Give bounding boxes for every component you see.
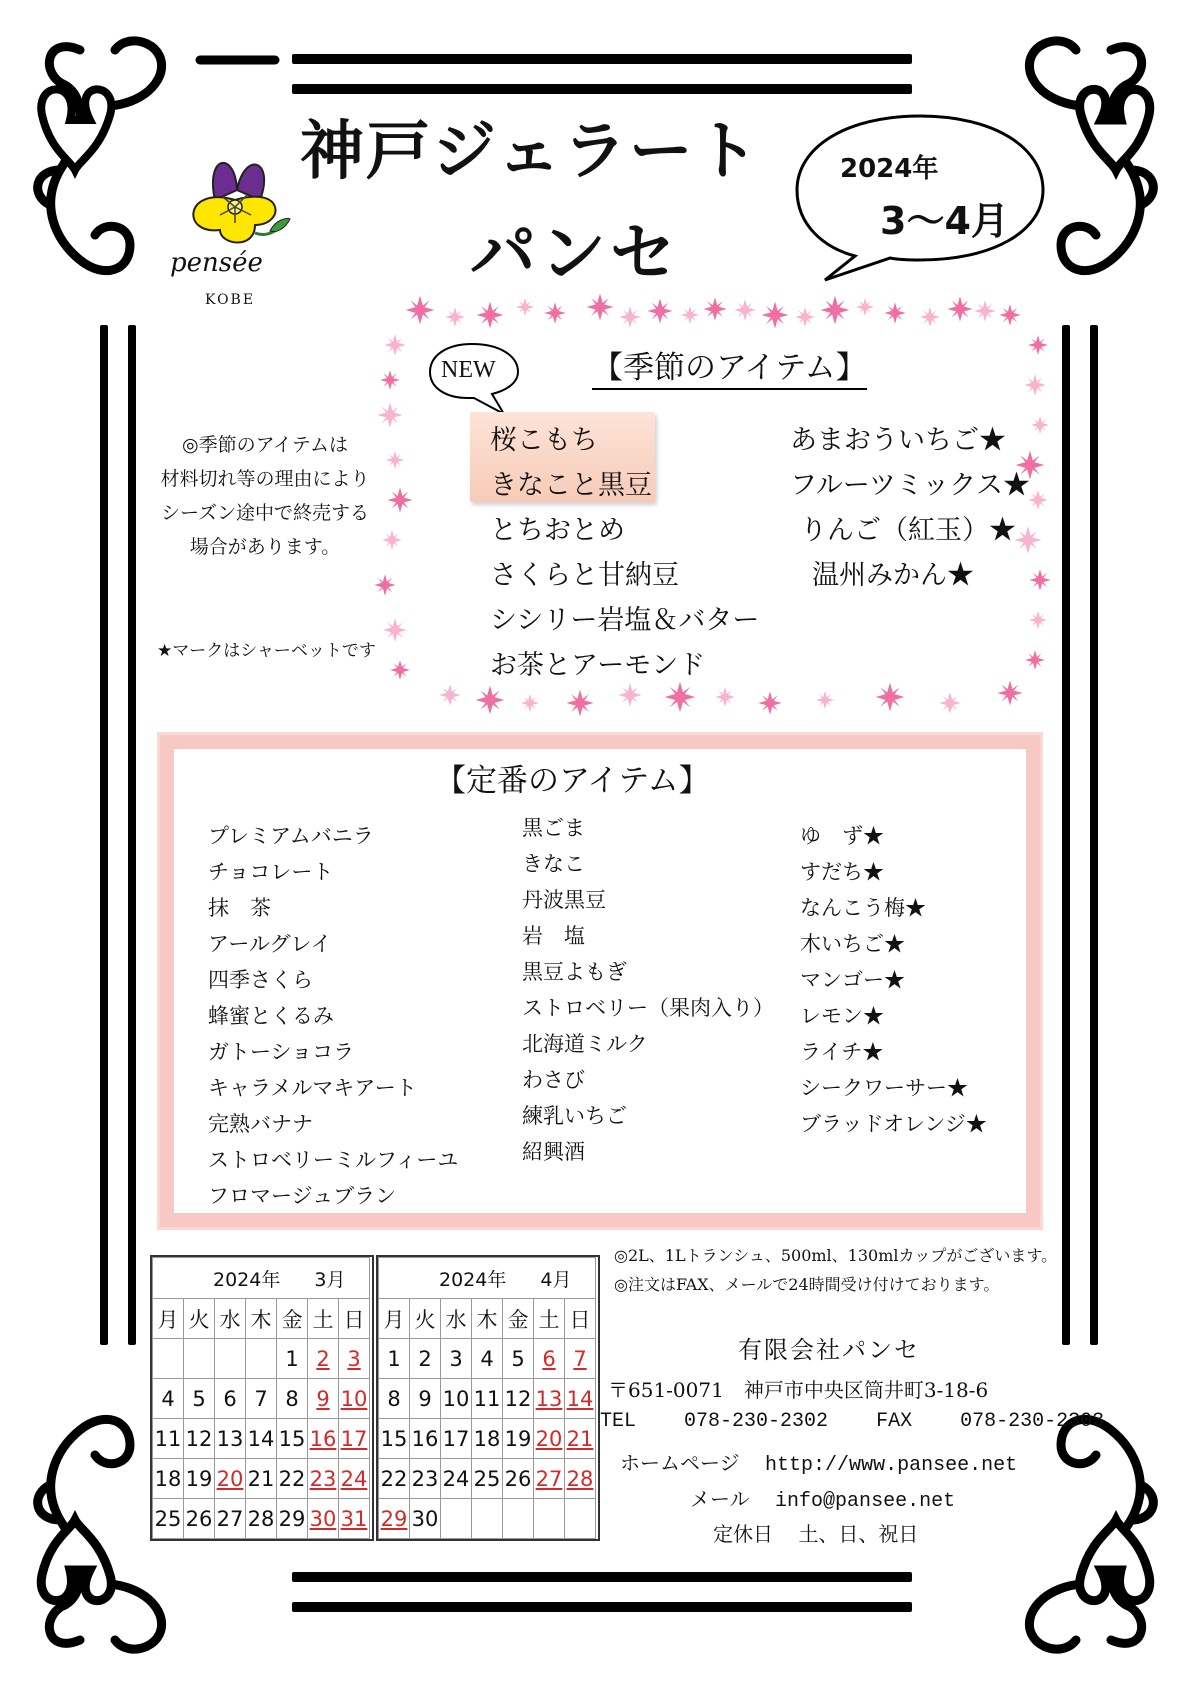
company-name: 有限会社パンセ <box>738 1336 920 1364</box>
calendar-weekday: 木 <box>472 1299 503 1339</box>
calendar-holiday: 20 <box>215 1459 246 1499</box>
calendar-day: 8 <box>379 1379 410 1419</box>
calendar-day: 25 <box>153 1499 184 1539</box>
calendar-table <box>152 1257 370 1539</box>
calendar-holiday: 24 <box>339 1459 370 1499</box>
calendar-weekday: 日 <box>339 1299 370 1339</box>
regular-sorbet-item: 木いちご★ <box>800 932 905 956</box>
calendar-day: 15 <box>379 1419 410 1459</box>
regular-item: ストロベリー（果肉入り） <box>522 996 774 1020</box>
calendar-day <box>153 1339 184 1379</box>
regular-item: ストロベリーミルフィーユ <box>208 1148 459 1172</box>
calendar-march <box>150 1255 374 1541</box>
mail-line <box>690 1483 955 1513</box>
calendar-day: 19 <box>184 1459 215 1499</box>
calendar-day: 1 <box>379 1339 410 1379</box>
holiday-label: 定休日 <box>713 1522 773 1546</box>
logo-subtitle: KOBE <box>205 292 256 308</box>
calendar-year: 2024年 <box>213 1268 281 1291</box>
regular-item: フロマージュブラン <box>208 1184 397 1208</box>
top-border-line <box>292 84 912 94</box>
regular-item: 完熟バナナ <box>208 1112 313 1136</box>
seasonal-sorbet-item: フルーツミックス★ <box>790 470 1031 501</box>
regular-item: ガトーショコラ <box>208 1040 355 1064</box>
calendar-holiday: 6 <box>534 1339 565 1379</box>
seasonal-note-line: 材料切れ等の理由により <box>160 468 370 490</box>
calendar-holiday: 23 <box>308 1459 339 1499</box>
calendar-day: 26 <box>184 1499 215 1539</box>
calendar-month: 3月 <box>314 1268 346 1291</box>
period-year: 2024年 <box>840 154 939 184</box>
seasonal-item: とちおとめ <box>490 515 625 546</box>
regular-item: キャラメルマキアート <box>208 1076 417 1100</box>
calendar-header <box>153 1258 370 1299</box>
calendar-weekday: 月 <box>379 1299 410 1339</box>
regular-item: アールグレイ <box>208 932 332 956</box>
regular-item: チョコレート <box>208 860 334 884</box>
homepage-line <box>620 1447 1017 1477</box>
regular-item: 北海道ミルク <box>522 1032 648 1056</box>
tel-number: 078-230-2302 <box>684 1410 829 1433</box>
seasonal-item: お茶とアーモンド <box>490 650 706 681</box>
calendar-holiday: 3 <box>339 1339 370 1379</box>
calendar-day: 3 <box>441 1339 472 1379</box>
fax-number: 078-230-2303 <box>960 1410 1105 1433</box>
top-border-line <box>292 54 912 64</box>
calendar-day: 30 <box>410 1499 441 1539</box>
calendar-day: 11 <box>472 1379 503 1419</box>
period-months: 3～4月 <box>880 199 1009 243</box>
regular-sorbet-item: レモン★ <box>800 1004 884 1028</box>
calendar-day: 21 <box>246 1459 277 1499</box>
calendar-day: 15 <box>277 1419 308 1459</box>
regular-item: 蜂蜜とくるみ <box>208 1004 334 1028</box>
calendar-day: 12 <box>184 1419 215 1459</box>
regular-item: 練乳いちご <box>522 1104 627 1128</box>
regular-heading: 【定番のアイテム】 <box>435 763 710 799</box>
calendar-header <box>379 1258 596 1299</box>
sorbet-note: ★マークはシャーベットです <box>157 641 376 661</box>
calendar-weekday: 日 <box>565 1299 596 1339</box>
seasonal-note-line: ◎季節のアイテムは <box>182 434 348 456</box>
regular-column-2 <box>522 810 774 1170</box>
calendar-day <box>565 1499 596 1539</box>
company-address: 〒651-0071 神戸市中央区筒井町3-18-6 <box>608 1378 989 1402</box>
regular-item: 紹興酒 <box>522 1140 585 1164</box>
contact-phone-line <box>600 1410 1104 1433</box>
calendar-day <box>441 1499 472 1539</box>
calendar-day: 16 <box>410 1419 441 1459</box>
tel-label: TEL <box>600 1410 637 1433</box>
calendar-day: 23 <box>410 1459 441 1499</box>
right-border-line <box>1062 325 1070 1345</box>
regular-sorbet-item: ライチ★ <box>800 1040 884 1064</box>
calendar-day: 22 <box>379 1459 410 1499</box>
seasonal-item: きなこと黒豆 <box>490 470 652 501</box>
regular-item: きなこ <box>522 852 585 876</box>
calendar-day: 5 <box>503 1339 534 1379</box>
calendar-day <box>215 1339 246 1379</box>
pansy-flower-icon <box>175 145 295 265</box>
left-border-line <box>128 325 136 1345</box>
calendar-weekday: 金 <box>503 1299 534 1339</box>
regular-sorbet-item: マンゴー★ <box>800 968 905 992</box>
calendar-day: 29 <box>277 1499 308 1539</box>
calendar-holiday: 17 <box>339 1419 370 1459</box>
regular-item: 黒ごま <box>522 816 585 840</box>
calendar-weekday: 土 <box>534 1299 565 1339</box>
calendar-holiday: 20 <box>534 1419 565 1459</box>
regular-column-1 <box>208 818 458 1214</box>
calendar-weekday: 木 <box>246 1299 277 1339</box>
seasonal-sorbet-item: 温州みかん★ <box>812 560 974 591</box>
regular-item: 抹 茶 <box>208 896 271 920</box>
calendar-weekday: 火 <box>410 1299 441 1339</box>
calendar-weekday: 月 <box>153 1299 184 1339</box>
calendar-holiday: 14 <box>565 1379 596 1419</box>
calendar-day: 26 <box>503 1459 534 1499</box>
calendar-holiday: 29 <box>379 1499 410 1539</box>
calendar-day: 18 <box>153 1459 184 1499</box>
page-title: 神戸ジェラート <box>300 115 761 189</box>
calendar-day: 27 <box>215 1499 246 1539</box>
calendar-weekday: 火 <box>184 1299 215 1339</box>
seasonal-note-line: シーズン途中で終売する <box>160 502 370 524</box>
calendar-day: 14 <box>246 1419 277 1459</box>
seasonal-note-line: 場合があります。 <box>189 536 341 558</box>
calendar-day: 8 <box>277 1379 308 1419</box>
calendar-day: 12 <box>503 1379 534 1419</box>
calendar-holiday: 7 <box>565 1339 596 1379</box>
seasonal-item: さくらと甘納豆 <box>490 560 679 591</box>
calendar-day: 5 <box>184 1379 215 1419</box>
bottom-border-line <box>292 1572 912 1582</box>
right-border-line <box>1090 325 1098 1345</box>
seasonal-item: 桜こもち <box>490 425 598 456</box>
calendar-day <box>534 1499 565 1539</box>
bottom-border-line <box>292 1602 912 1612</box>
calendar-day: 18 <box>472 1419 503 1459</box>
regular-item: 四季さくら <box>208 968 313 992</box>
logo-name: pensée <box>170 248 263 278</box>
mail-label: メール <box>690 1487 750 1511</box>
calendar-day <box>472 1499 503 1539</box>
regular-sorbet-item: ゆ ず★ <box>800 824 884 848</box>
regular-column-3 <box>800 818 987 1142</box>
calendar-day: 6 <box>215 1379 246 1419</box>
calendar-day: 9 <box>410 1379 441 1419</box>
calendar-day <box>246 1339 277 1379</box>
seasonal-item: シシリー岩塩＆バター <box>490 605 760 636</box>
calendar-weekday: 土 <box>308 1299 339 1339</box>
calendar-weekday: 水 <box>215 1299 246 1339</box>
calendar-day: 7 <box>246 1379 277 1419</box>
calendar-day: 4 <box>472 1339 503 1379</box>
calendar-day: 22 <box>277 1459 308 1499</box>
calendar-holiday: 27 <box>534 1459 565 1499</box>
regular-item: プレミアムバニラ <box>208 824 374 848</box>
holiday-value: 土、日、祝日 <box>798 1522 919 1546</box>
regular-sorbet-item: シークワーサー★ <box>800 1076 968 1100</box>
calendar-day: 24 <box>441 1459 472 1499</box>
calendar-holiday: 21 <box>565 1419 596 1459</box>
regular-item: わさび <box>522 1068 585 1092</box>
homepage-label: ホームページ <box>620 1451 740 1475</box>
seasonal-sorbet-item: りんご（紅玉）★ <box>800 515 1016 546</box>
calendar-holiday: 28 <box>565 1459 596 1499</box>
calendar-holiday: 30 <box>308 1499 339 1539</box>
calendar-day: 25 <box>472 1459 503 1499</box>
holiday-line <box>713 1518 918 1547</box>
options-note: ◎2L、1Lトランシュ、500ml、130mlカップがございます。 <box>614 1246 1058 1265</box>
calendar-day: 1 <box>277 1339 308 1379</box>
calendar-day: 28 <box>246 1499 277 1539</box>
mail-link[interactable]: info@pansee.net <box>775 1490 956 1513</box>
homepage-link[interactable]: http://www.pansee.net <box>765 1454 1018 1477</box>
calendar-day: 4 <box>153 1379 184 1419</box>
page-subtitle: パンセ <box>470 215 680 292</box>
seasonal-heading <box>592 342 867 387</box>
calendar-day <box>503 1499 534 1539</box>
calendar-holiday: 10 <box>339 1379 370 1419</box>
seasonal-heading-text: 【季節のアイテム】 <box>592 350 867 390</box>
calendar-weekday: 水 <box>441 1299 472 1339</box>
regular-item: 丹波黒豆 <box>522 888 606 912</box>
calendar-day <box>184 1339 215 1379</box>
calendar-day: 11 <box>153 1419 184 1459</box>
order-note: ◎注文はFAX、メールで24時間受け付けております。 <box>614 1275 1000 1294</box>
fax-label: FAX <box>876 1410 913 1433</box>
calendar-day: 13 <box>215 1419 246 1459</box>
seasonal-sorbet-item: あまおういちご★ <box>790 425 1006 456</box>
regular-sorbet-item: すだち★ <box>800 860 884 884</box>
calendar-day: 19 <box>503 1419 534 1459</box>
calendar-month: 4月 <box>540 1268 572 1291</box>
new-badge: NEW <box>441 357 496 383</box>
calendar-year: 2024年 <box>439 1268 507 1291</box>
regular-item: 岩 塩 <box>522 924 585 948</box>
calendar-holiday: 31 <box>339 1499 370 1539</box>
calendar-holiday: 16 <box>308 1419 339 1459</box>
calendar-holiday: 9 <box>308 1379 339 1419</box>
calendar-april <box>376 1255 600 1541</box>
regular-item: 黒豆よもぎ <box>522 960 627 984</box>
calendar-day: 17 <box>441 1419 472 1459</box>
calendar-holiday: 13 <box>534 1379 565 1419</box>
calendar-weekday: 金 <box>277 1299 308 1339</box>
calendar-day: 2 <box>410 1339 441 1379</box>
calendar-holiday: 2 <box>308 1339 339 1379</box>
regular-sorbet-item: ブラッドオレンジ★ <box>800 1112 987 1136</box>
regular-sorbet-item: なんこう梅★ <box>800 896 926 920</box>
seasonal-note <box>145 428 385 564</box>
calendar-table <box>378 1257 596 1539</box>
calendar-day: 10 <box>441 1379 472 1419</box>
left-border-line <box>100 325 108 1345</box>
